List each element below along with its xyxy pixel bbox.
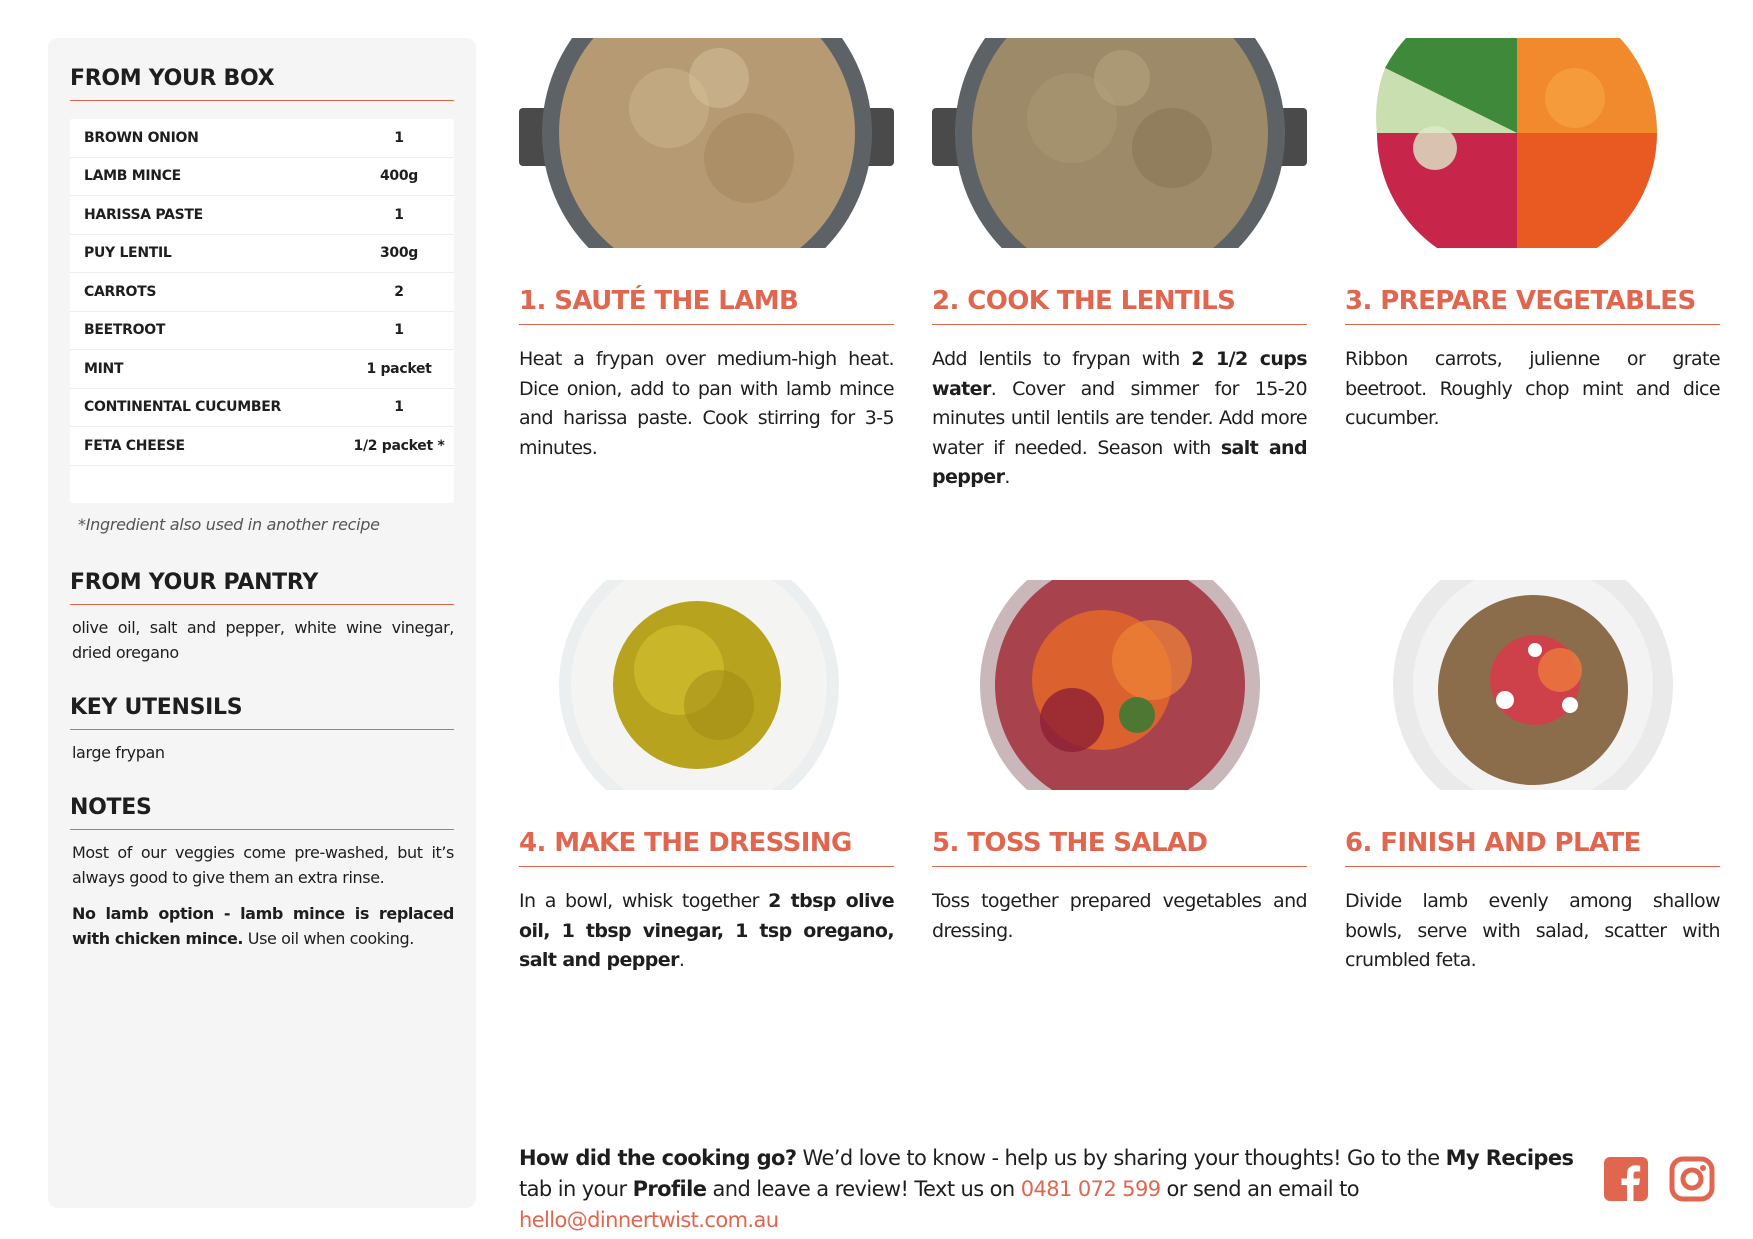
step-4-photo	[519, 580, 894, 790]
ingredient-qty: 2	[394, 283, 404, 300]
footer-text: or send an email to	[1160, 1177, 1360, 1201]
step-text: Heat a frypan over medium-high heat. Dice onion, add to pan with lamb mince and harissa paste. Cook stirring for 3-5 minutes.	[519, 348, 894, 459]
ingredient-row	[70, 158, 454, 197]
step-text: .	[678, 949, 685, 971]
ingredients-sidebar	[48, 38, 476, 1208]
footer-bold-text: Profile	[632, 1177, 707, 1201]
step-4	[519, 580, 894, 976]
ingredient-qty: 1	[394, 399, 404, 416]
step-3-title: 3. PREPARE VEGETABLES	[1345, 286, 1720, 325]
box-title: FROM YOUR BOX	[70, 66, 454, 101]
ingredient-qty: 1	[394, 322, 404, 339]
step-2-photo	[932, 38, 1307, 248]
ingredient-row	[70, 312, 454, 351]
step-1-photo	[519, 38, 894, 248]
ingredients-table	[70, 119, 454, 503]
step-5-title: 5. TOSS THE SALAD	[932, 828, 1307, 867]
pantry-title: FROM YOUR PANTRY	[70, 570, 454, 605]
ingredient-footnote: *Ingredient also used in another recipe	[78, 515, 380, 534]
instagram-icon[interactable]	[1669, 1156, 1715, 1202]
footer-bold-text: How did the cooking go?	[519, 1146, 797, 1170]
utensils-text: large frypan	[72, 743, 165, 762]
step-text: .	[1004, 466, 1010, 488]
ingredient-qty: 1	[394, 206, 404, 223]
step-3-text	[1345, 345, 1720, 434]
ingredient-row	[70, 196, 454, 235]
utensils-title: KEY UTENSILS	[70, 695, 454, 730]
pantry-section	[70, 570, 454, 665]
ingredient-name: MINT	[84, 360, 124, 377]
notes-title: NOTES	[70, 795, 454, 830]
step-text: Ribbon carrots, julienne or grate beetroot. Roughly chop mint and dice cucumber.	[1345, 348, 1720, 429]
step-4-text	[519, 887, 894, 976]
step-text: Toss together prepared vegetables and dressing.	[932, 890, 1307, 942]
ingredient-qty: 300g	[379, 245, 419, 262]
step-5-text	[932, 887, 1307, 946]
step-text: Add lentils to frypan with	[932, 348, 1192, 370]
pantry-text: olive oil, salt and pepper, white wine vinegar, dried oregano	[72, 618, 454, 662]
facebook-icon[interactable]	[1603, 1156, 1649, 1202]
step-1-title: 1. SAUTÉ THE LAMB	[519, 286, 894, 325]
step-1	[519, 38, 894, 463]
notes-section	[70, 795, 454, 951]
step-3	[1345, 38, 1720, 434]
step-3-photo	[1345, 38, 1720, 248]
ingredient-row	[70, 427, 454, 466]
step-1-text	[519, 345, 894, 463]
footer-bold-text: My Recipes	[1445, 1146, 1574, 1170]
ingredient-qty: 1	[394, 129, 404, 146]
footer-text: tab in your	[519, 1177, 633, 1201]
footer-text: We’d love to know - help us by sharing your thoughts! Go to the	[796, 1146, 1446, 1170]
ingredient-name: HARISSA PASTE	[84, 206, 203, 223]
step-6-text	[1345, 887, 1720, 976]
step-text-bold: 2 1/2 cups water	[932, 348, 1308, 400]
step-2-text	[932, 345, 1307, 493]
ingredient-row	[70, 350, 454, 389]
step-5-photo	[932, 580, 1307, 790]
step-6-title: 6. FINISH AND PLATE	[1345, 828, 1720, 867]
ingredient-name: BEETROOT	[84, 322, 166, 339]
ingredient-name: PUY LENTIL	[84, 245, 172, 262]
phone-link[interactable]: 0481 072 599	[1020, 1177, 1161, 1201]
step-text-bold: 2 tbsp olive oil, 1 tbsp vinegar, 1 tsp oregano, salt and pepper	[519, 890, 894, 971]
utensils-section	[70, 695, 454, 765]
step-text: . Cover and simmer for 15-20 minutes until lentils are tender. Add more water if needed. Season with	[932, 377, 1307, 459]
ingredient-row	[70, 273, 454, 312]
social-links	[1603, 1156, 1717, 1204]
ingredient-row	[70, 119, 454, 158]
ingredient-qty: 1 packet	[366, 360, 432, 377]
ingredient-qty: 400g	[379, 168, 419, 185]
step-text: Divide lamb evenly among shallow bowls, serve with salad, scatter with crumbled feta.	[1345, 890, 1720, 971]
ingredient-name: CARROTS	[84, 283, 157, 300]
note-substitution	[70, 901, 454, 951]
ingredient-name: CONTINENTAL CUCUMBER	[84, 399, 281, 416]
step-6	[1345, 580, 1720, 976]
ingredient-name: FETA CHEESE	[84, 437, 185, 454]
note-substitution-bold: No lamb option - lamb mince is replaced with chicken mince.	[72, 904, 454, 948]
footer-text: and leave a review! Text us on	[706, 1177, 1021, 1201]
step-5	[932, 580, 1307, 946]
email-link[interactable]: hello@dinnertwist.com.au	[519, 1208, 779, 1232]
note-substitution-rest: Use oil when cooking.	[243, 929, 414, 948]
step-2-title: 2. COOK THE LENTILS	[932, 286, 1307, 325]
step-text: In a bowl, whisk together	[519, 890, 769, 912]
ingredient-name: BROWN ONION	[84, 129, 199, 146]
ingredient-row	[70, 235, 454, 274]
step-4-title: 4. MAKE THE DRESSING	[519, 828, 894, 867]
review-prompt	[519, 1143, 1584, 1236]
ingredient-qty: 1/2 packet *	[353, 437, 445, 454]
step-6-photo	[1345, 580, 1720, 790]
step-text-bold: salt and pepper	[932, 436, 1307, 488]
step-2	[932, 38, 1307, 493]
note-washing: Most of our veggies come pre-washed, but it’s always good to give them an extra rinse.	[72, 843, 454, 887]
ingredient-name: LAMB MINCE	[84, 168, 181, 185]
ingredient-row	[70, 389, 454, 428]
